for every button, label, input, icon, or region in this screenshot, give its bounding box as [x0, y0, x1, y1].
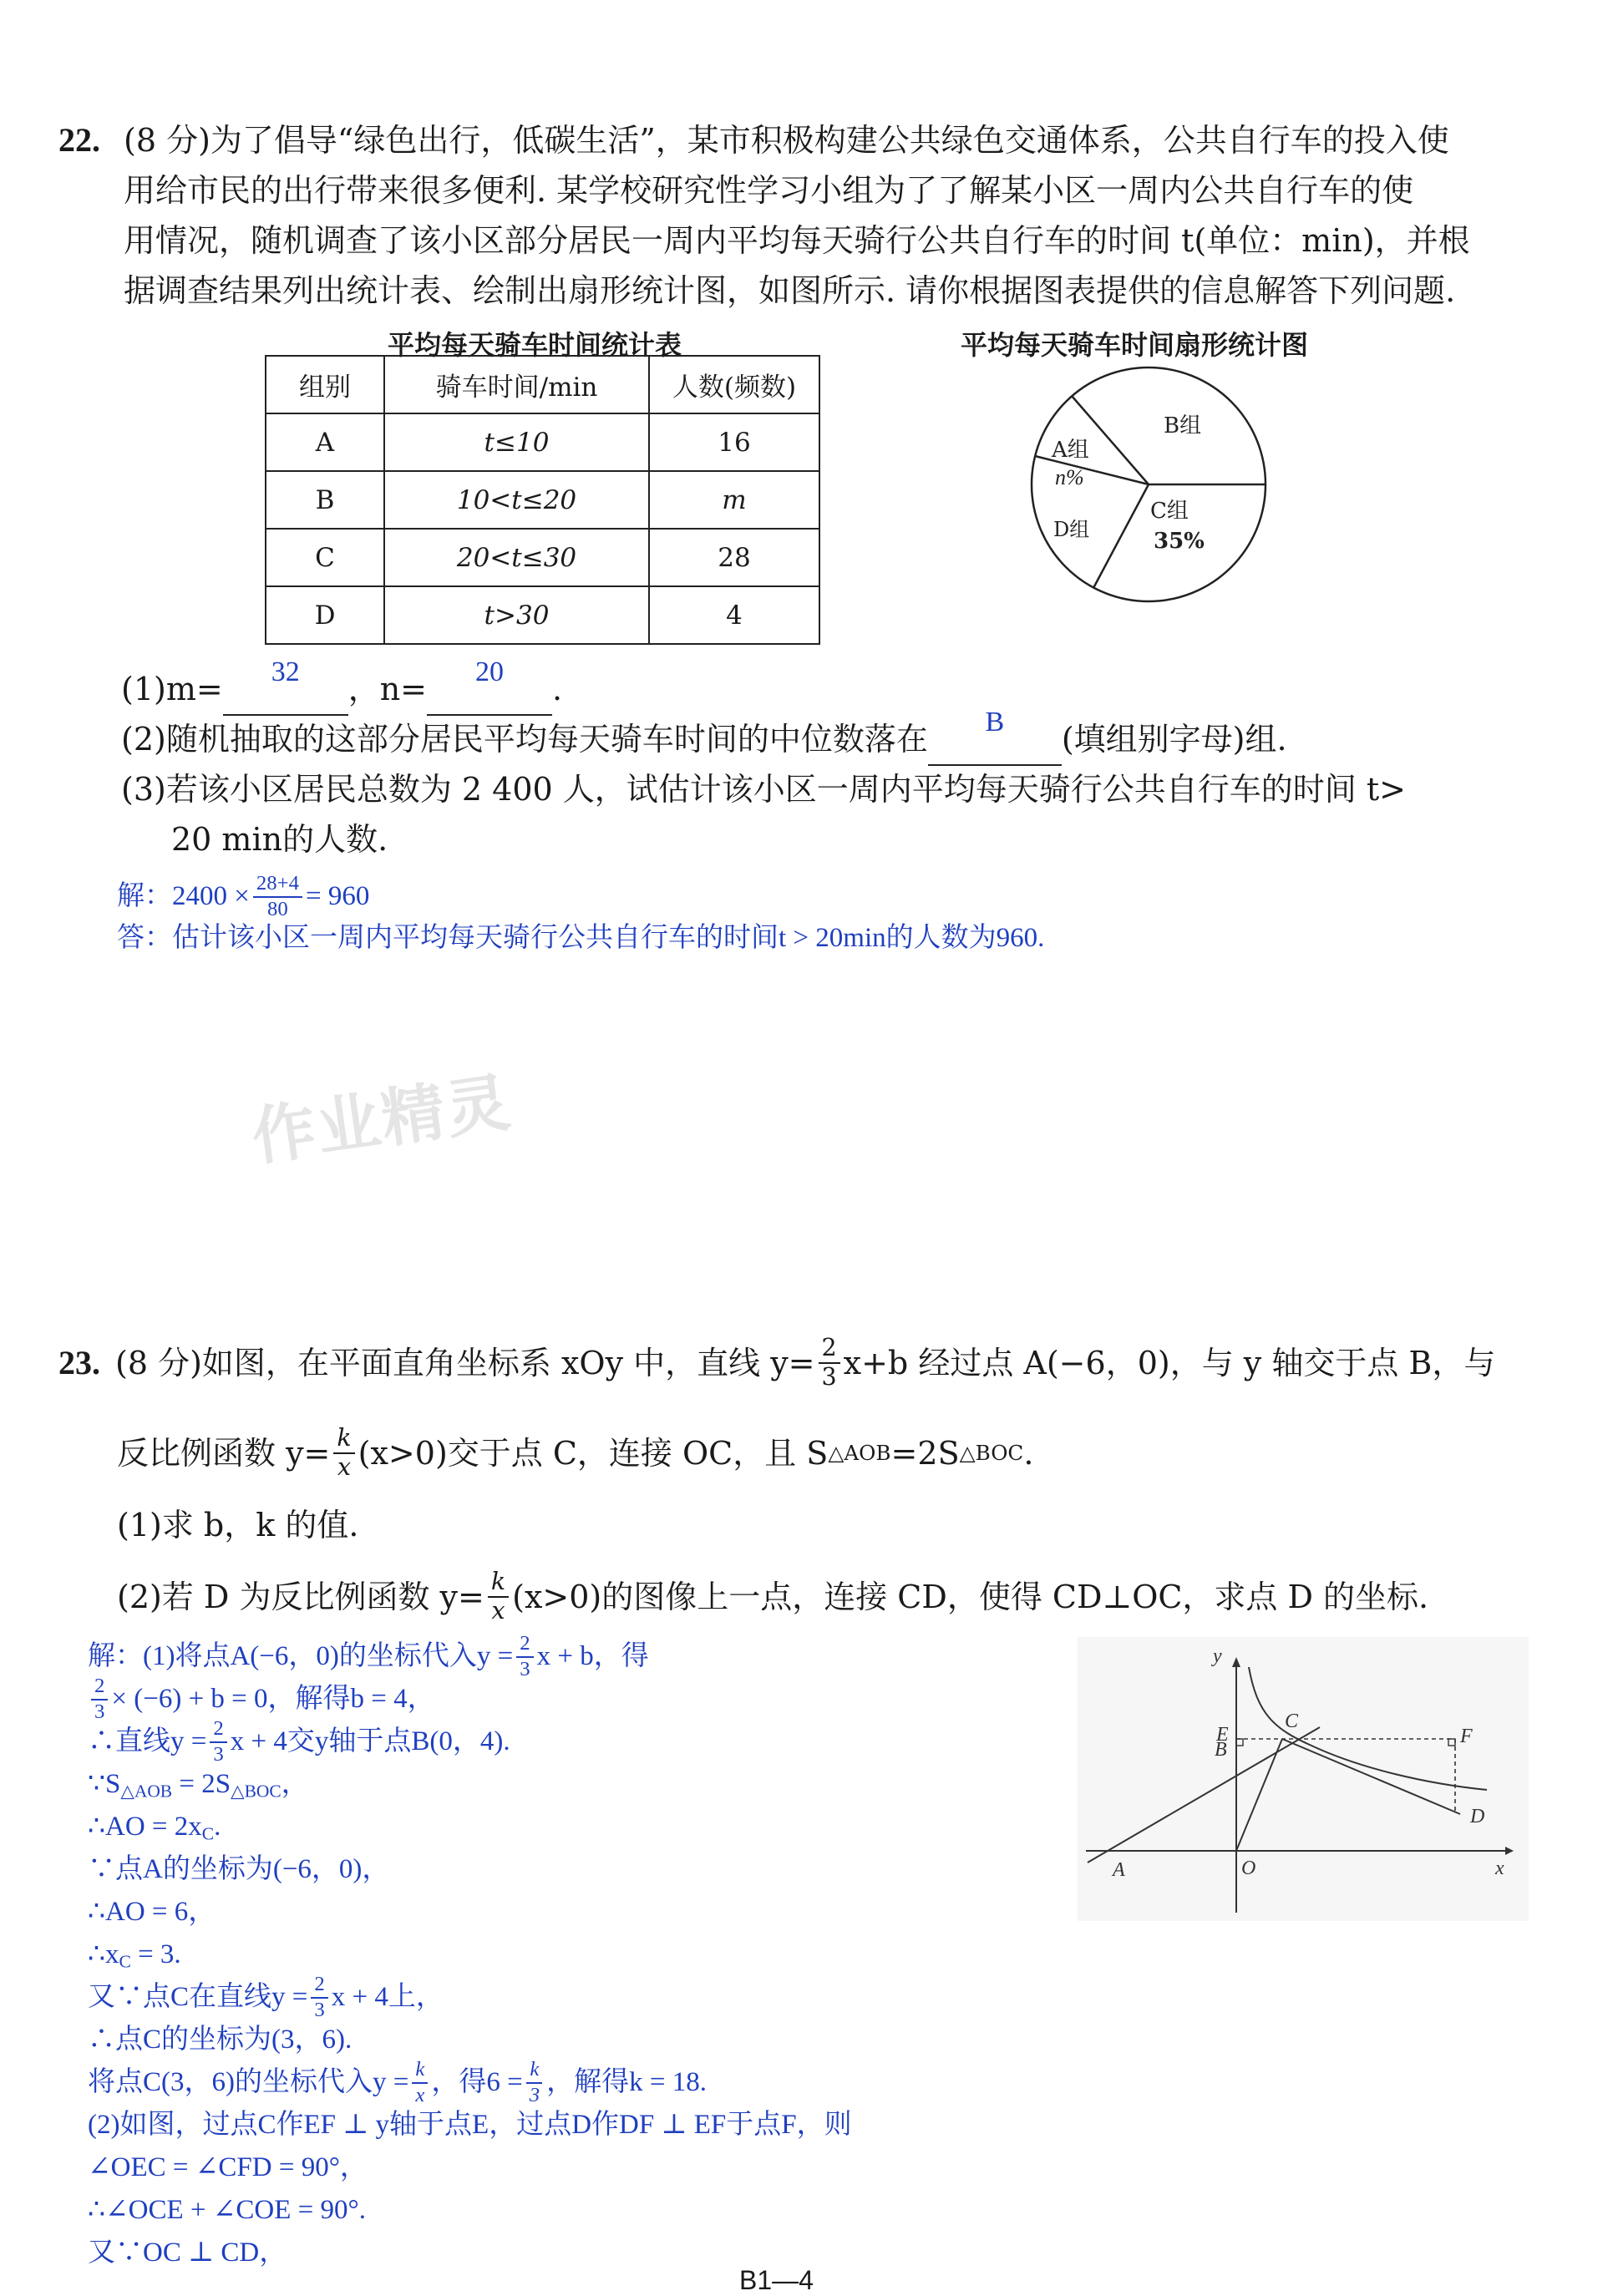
s11-c: ，解得k = 18.: [546, 2067, 707, 2097]
pie-divider: [1093, 484, 1149, 588]
s1-b: x + b，得: [536, 1641, 649, 1671]
q23-l2-a: 反比例函数 y=: [117, 1434, 331, 1472]
s2-frac-num: 2: [91, 1676, 108, 1700]
s8-sub: C: [119, 1951, 131, 1972]
s4-sub2: △BOC: [231, 1781, 282, 1802]
q22-part2-prefix: (2)随机抽取的这部分居民平均每天骑车时间的中位数落在: [121, 721, 928, 758]
s8-a: ∴x: [88, 1939, 119, 1969]
q23-l4-b: (x>0)的图像上一点，连接 CD，使得 CD⊥OC，求点 D 的坐标.: [512, 1578, 1429, 1615]
q23-l1-b: x+b 经过点 A(−6，0)，与 y 轴交于点 B，与: [843, 1344, 1496, 1381]
sol-post: = 960: [305, 881, 370, 912]
pie-label-b: B组: [1164, 413, 1202, 438]
sol-line: 又∵OC ⊥ CD，: [88, 2238, 287, 2268]
pie-label-a-pct: n%: [1055, 465, 1084, 489]
table-row: [266, 529, 819, 586]
sol-line: ∵点A的坐标为(−6，0)，: [88, 1854, 390, 1884]
watermark: 作业精灵: [247, 1064, 516, 1175]
sol-line: [88, 1631, 1048, 1680]
n-blank[interactable]: [427, 656, 552, 716]
y-axis-arrow: [1232, 1657, 1240, 1667]
q22-part2: [121, 707, 1287, 766]
q22-part3-line1: (3)若该小区居民总数为 2 400 人，试估计该小区一周内平均每天骑行公共自行车的时间 t>: [121, 771, 1406, 808]
q23-l1-a: (8 分)如图，在平面直角坐标系 xOy 中，直线 y=: [115, 1344, 815, 1381]
sol-line: [88, 1806, 1048, 1848]
sol-line: ∠OEC = ∠CFD = 90°，: [88, 2152, 368, 2182]
coordinate-graph: [1078, 1637, 1529, 1921]
right-angle-f: [1448, 1739, 1455, 1746]
sol-line: [88, 2057, 1048, 2106]
q22-part1-mid: ，n=: [347, 671, 428, 707]
q23-l2-fraction: [333, 1424, 354, 1481]
sol-pre: 解：2400 ×: [117, 881, 250, 912]
label-c: C: [1285, 1711, 1299, 1732]
s1-frac: [516, 1631, 533, 1680]
pie-label-d: D组: [1053, 518, 1090, 541]
s1-frac-num: 2: [516, 1634, 533, 1658]
s11-frac2: [526, 2057, 543, 2106]
label-x: x: [1495, 1858, 1504, 1879]
table-cell: A: [266, 413, 384, 471]
q23-l2-c: =2S: [890, 1434, 960, 1472]
table-cell: 10<t≤20: [384, 471, 649, 529]
q23-fraction: [819, 1336, 840, 1389]
s11-frac2-num: k: [526, 2060, 542, 2084]
q23-l2-d: .: [1023, 1434, 1034, 1472]
s2-frac: [91, 1676, 108, 1723]
table-cell: 28: [649, 529, 819, 586]
label-e: E: [1216, 1724, 1229, 1746]
s1-a: 解：(1)将点A(−6，0)的坐标代入y =: [88, 1641, 514, 1671]
q22-part1: [121, 656, 563, 716]
q22-line-1: (8 分)为了倡导“绿色出行，低碳生活”，某市积极构建公共绿色交通体系，公共自行车的投入使: [124, 122, 1449, 159]
q23-l4-fraction: [488, 1570, 509, 1623]
q23-l2-b: (x>0)交于点 C，连接 OC，且 S: [358, 1434, 829, 1472]
s9-b: x + 4上，: [331, 1982, 444, 2012]
q22-line-2: 用给市民的出行带来很多便利. 某学校研究性学习小组为了了解某小区一周内公共自行车的使: [124, 172, 1414, 209]
segment-cd: [1282, 1739, 1460, 1814]
table-cell: t≤10: [384, 413, 649, 471]
table-row: [266, 413, 819, 471]
q22-line-3: 用情况，随机调查了该小区部分居民一周内平均每天骑行公共自行车的时间 t(单位：min)，并根: [124, 222, 1470, 259]
median-blank[interactable]: [928, 707, 1062, 766]
q22-part1-prefix: (1)m=: [121, 671, 223, 707]
s11-a: 将点C(3，6)的坐标代入y =: [88, 2067, 409, 2097]
table-cell: 16: [649, 413, 819, 471]
table-header: 骑车时间/min: [384, 356, 649, 413]
sol-line: (2)如图，过点C作EF ⊥ y轴于点E，过点D作DF ⊥ EF于点F，则: [88, 2110, 852, 2140]
pie-title: 平均每天骑车时间扇形统计图: [961, 329, 1309, 361]
q23-l4-fraction-den: x: [491, 1596, 505, 1624]
x-axis-arrow: [1505, 1847, 1514, 1855]
label-d: D: [1470, 1806, 1485, 1827]
q22-part1-end: .: [552, 671, 563, 707]
table-row: [266, 586, 819, 644]
sol-line: [88, 1674, 1048, 1723]
q23-l2-fraction-den: x: [337, 1452, 352, 1481]
sol-fraction-den: 80: [267, 897, 288, 920]
table-cell: B: [266, 471, 384, 529]
sol-line: ∴∠OCE + ∠COE = 90°.: [88, 2195, 366, 2225]
page-footer: B1—4: [739, 2265, 814, 2295]
sol-line: [88, 1934, 1048, 1976]
s4-b: = 2S: [172, 1769, 231, 1799]
s3-frac: [210, 1716, 226, 1766]
table-cell: D: [266, 586, 384, 644]
s11-frac-den: x: [415, 2083, 425, 2106]
q22-part3-line2: 20 min的人数.: [171, 821, 388, 858]
s3-b: x + 4交y轴于点B(0，4).: [230, 1726, 510, 1756]
median-answer: B: [985, 707, 1005, 737]
table-cell: m: [649, 471, 819, 529]
table-cell: C: [266, 529, 384, 586]
pie-chart: [1023, 359, 1274, 610]
q23-part1: (1)求 b，k 的值.: [117, 1507, 359, 1543]
table-cell: 4: [649, 586, 819, 644]
s9-frac-den: 3: [314, 1998, 325, 2021]
q22-line-4: 据调查结果列出统计表、绘制出扇形统计图，如图所示. 请你根据图表提供的信息解答下列问题.: [124, 272, 1456, 309]
s11-frac-num: k: [412, 2060, 428, 2084]
q23-line2: [117, 1424, 1034, 1481]
q23-number: 23.: [58, 1343, 100, 1381]
q23-fraction-num: 2: [819, 1336, 840, 1364]
s11-frac: [412, 2057, 428, 2106]
q23-l2-fraction-num: k: [333, 1427, 354, 1454]
s3-frac-den: 3: [213, 1742, 224, 1766]
s11-frac2-den: 3: [529, 2083, 540, 2106]
label-a: A: [1113, 1859, 1125, 1881]
table-cell: t>30: [384, 586, 649, 644]
table-header: 人数(频数): [649, 356, 819, 413]
label-o: O: [1241, 1858, 1256, 1879]
s2-frac-den: 3: [94, 1700, 105, 1723]
segment-oc: [1236, 1739, 1282, 1851]
label-y: y: [1213, 1645, 1222, 1667]
s9-frac: [311, 1974, 327, 2021]
s4-c: ，: [281, 1769, 309, 1799]
right-angle-e: [1236, 1739, 1243, 1746]
q23-solution: [88, 1631, 1048, 2274]
n-answer: 20: [475, 656, 505, 687]
s9-a: 又∵点C在直线y =: [88, 1982, 308, 2012]
s5-a: ∴AO = 2x: [88, 1812, 202, 1842]
sol-line: ∴点C的坐标为(3，6).: [88, 2025, 353, 2055]
s5-b: .: [214, 1812, 221, 1842]
pie-label-c: C组: [1150, 499, 1189, 524]
s4-sub1: △AOB: [120, 1781, 173, 1802]
s9-frac-num: 2: [311, 1974, 327, 1999]
table-row: [266, 471, 819, 529]
q23-l2-sub1: △AOB: [828, 1440, 891, 1465]
s1-frac-den: 3: [520, 1657, 530, 1680]
m-blank[interactable]: [223, 656, 348, 716]
s2-b: × (−6) + b = 0，解得b = 4，: [111, 1684, 435, 1714]
q23-l4-a: (2)若 D 为反比例函数 y=: [117, 1578, 484, 1615]
label-f: F: [1460, 1726, 1473, 1747]
s4-a: ∵S: [88, 1769, 121, 1799]
q22-stem: [58, 115, 1562, 316]
s3-frac-num: 2: [210, 1719, 226, 1743]
q23-fraction-den: 3: [821, 1362, 837, 1391]
q23-l4-fraction-num: k: [488, 1570, 509, 1598]
pie-label-a: A组: [1052, 438, 1089, 463]
q23-part2: [117, 1570, 1428, 1623]
sol-line: ∴AO = 6，: [88, 1897, 216, 1927]
s11-b: ，得6 =: [431, 2067, 523, 2097]
line-ab: [1088, 1727, 1320, 1863]
sol-line: [88, 1972, 1048, 2021]
sol-line: [88, 1716, 1048, 1766]
q23-l2-sub2: △BOC: [959, 1440, 1024, 1465]
sol-fraction-num: 28+4: [253, 874, 302, 898]
s8-b: = 3.: [130, 1939, 181, 1969]
label-b: B: [1215, 1739, 1227, 1761]
sol-line: [88, 1763, 1048, 1806]
table-cell: 20<t≤30: [384, 529, 649, 586]
pie-label-c-pct: 35%: [1154, 529, 1205, 554]
table-title: 平均每天骑车时间统计表: [388, 329, 682, 361]
q22-solution-line2: 答：估计该小区一周内平均每天骑行公共自行车的时间t > 20min的人数为960.: [117, 923, 1045, 953]
m-answer: 32: [271, 656, 300, 687]
q22-solution-line1: [117, 874, 369, 920]
table-header: 组别: [266, 356, 384, 413]
s5-sub: C: [201, 1823, 215, 1844]
sol-fraction: [253, 874, 302, 920]
stat-table: [265, 355, 820, 645]
q23-line1: [58, 1336, 1495, 1389]
q22-number: 22.: [58, 121, 100, 159]
q22-part2-suffix: (填组别字母)组.: [1061, 721, 1287, 758]
s3-a: ∴直线y =: [88, 1726, 207, 1756]
table-header-row: [266, 356, 819, 413]
